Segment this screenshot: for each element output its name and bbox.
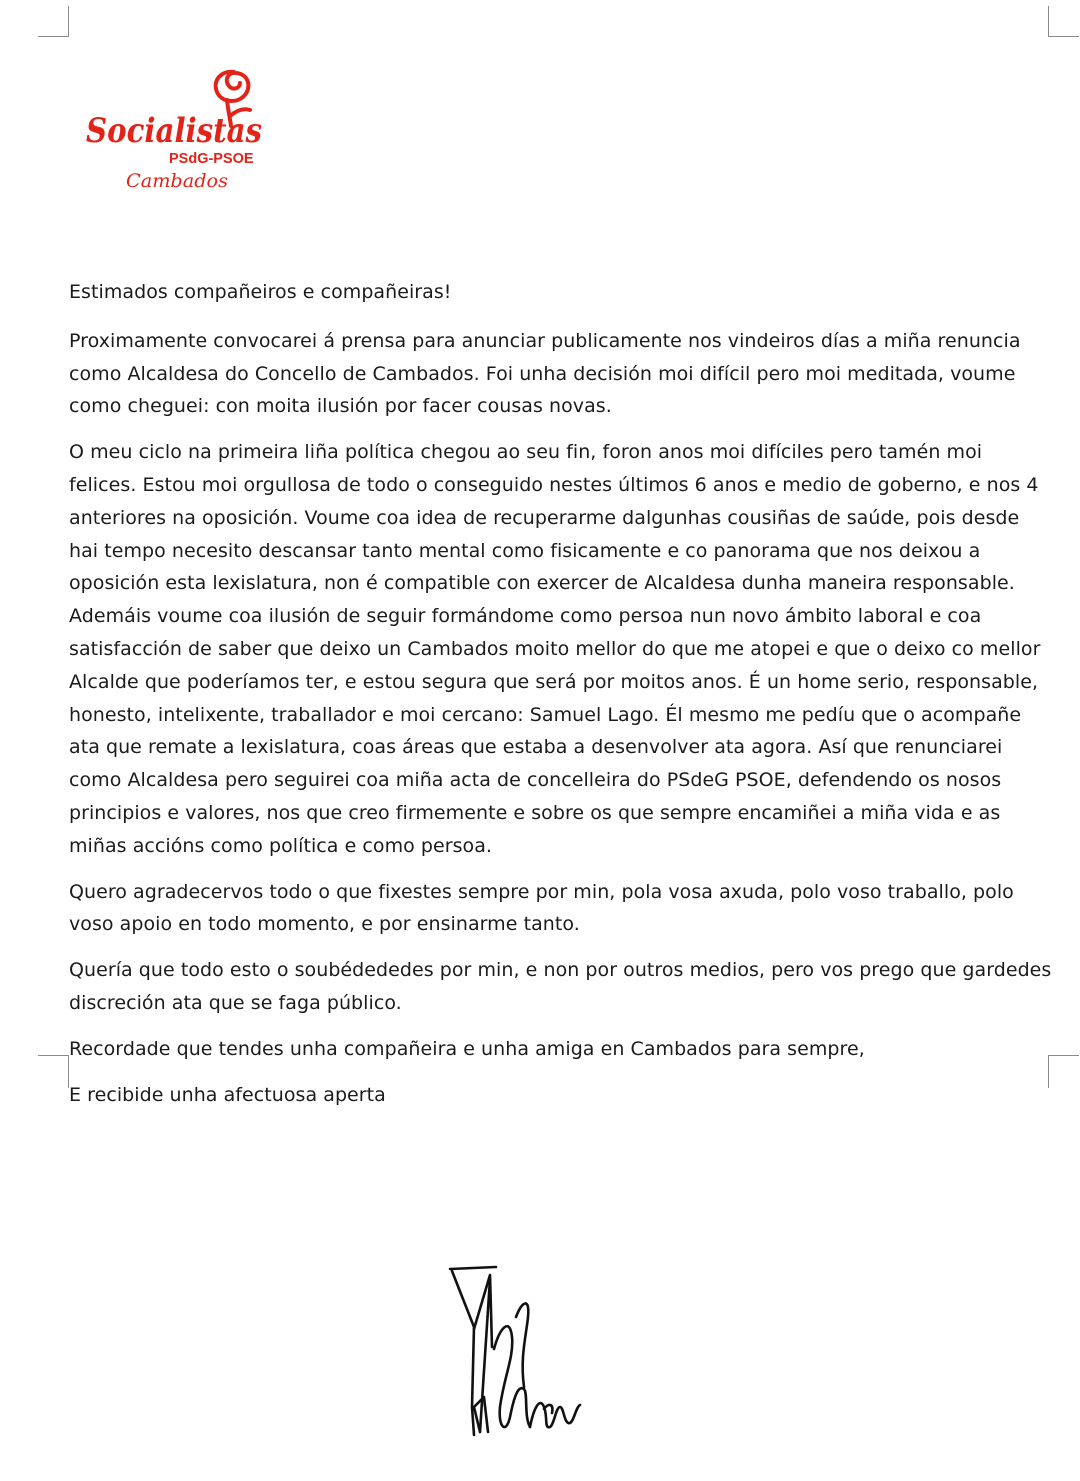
logo-wordmark: Socialistas [86, 111, 262, 151]
letter-paragraph-1: Proximamente convocarei á prensa para anunciar publicamente nos vindeiros días a miña renuncia como Alcaldesa do Concello de Cambados. Foi unha decisión moi difícil pero moi meditada, voume como cheguei: con moita ilusión por facer cousas novas. [69, 329, 1021, 418]
crop-mark-bottom-left [38, 1055, 69, 1088]
socialistas-logo [84, 66, 284, 196]
logo-party: PSdG-PSOE [169, 151, 254, 167]
letter-body [69, 276, 1054, 1124]
handwritten-signature [444, 1257, 594, 1442]
letter-salutation: Estimados compañeiros e compañeiras! [69, 281, 452, 303]
logo-locality: Cambados [126, 170, 229, 192]
letter-closing: E recibide unha afectuosa aperta [69, 1083, 386, 1106]
letter-paragraph-4: Quería que todo esto o soubédededes por min, e non por outros medios, pero vos prego que gardedes discreción ata que se faga público. [69, 959, 1052, 1014]
crop-mark-top-right [1048, 6, 1079, 37]
letter-paragraph-2: O meu ciclo na primeira liña política chegou ao seu fin, foron anos moi difíciles pero tamén moi felices. Estou moi orgullosa de todo o conseguido nestes últimos 6 anos e medio de goberno, e nos 4 anteriores na oposición. Voume coa idea de recuperarme dalgunhas cousiñas de saúde, pois desde hai tempo necesito descansar tanto mental como fisicamente e co panorama que nos deixou a oposición esta lexislatura, non é compatible con exercer de Alcaldesa dunha maneira responsable. Ademáis voume coa ilusión de seguir formándome como persoa nun novo ámbito laboral e coa satisfacción de saber que deixo un Cambados moito mellor do que me atopei e que o deixo co mellor Alcalde que poderíamos ter, e estou segura que será por moitos anos. É un home serio, responsable, honesto, intelixente, traballador e moi cercano: Samuel Lago. Él mesmo me pedíu que o acompañe ata que remate a lexislatura, coas áreas que estaba a desenvolver ata agora. Así que renunciarei como Alcaldesa pero seguirei coa miña acta de concelleira do PSdeG PSOE, defendendo os nosos principios e valores, nos que creo firmemente e sobre os que sempre encamiñei a miña vida e as miñas accións como política e como persoa. [69, 441, 1041, 857]
letter-paragraph-5: Recordade que tendes unha compañeira e unha amiga en Cambados para sempre, [69, 1037, 865, 1060]
letter-paragraph-3: Quero agradecervos todo o que fixestes sempre por min, pola vosa axuda, polo voso traballo, polo voso apoio en todo momento, e por ensinarme tanto. [69, 880, 1014, 936]
crop-mark-top-left [38, 6, 69, 37]
